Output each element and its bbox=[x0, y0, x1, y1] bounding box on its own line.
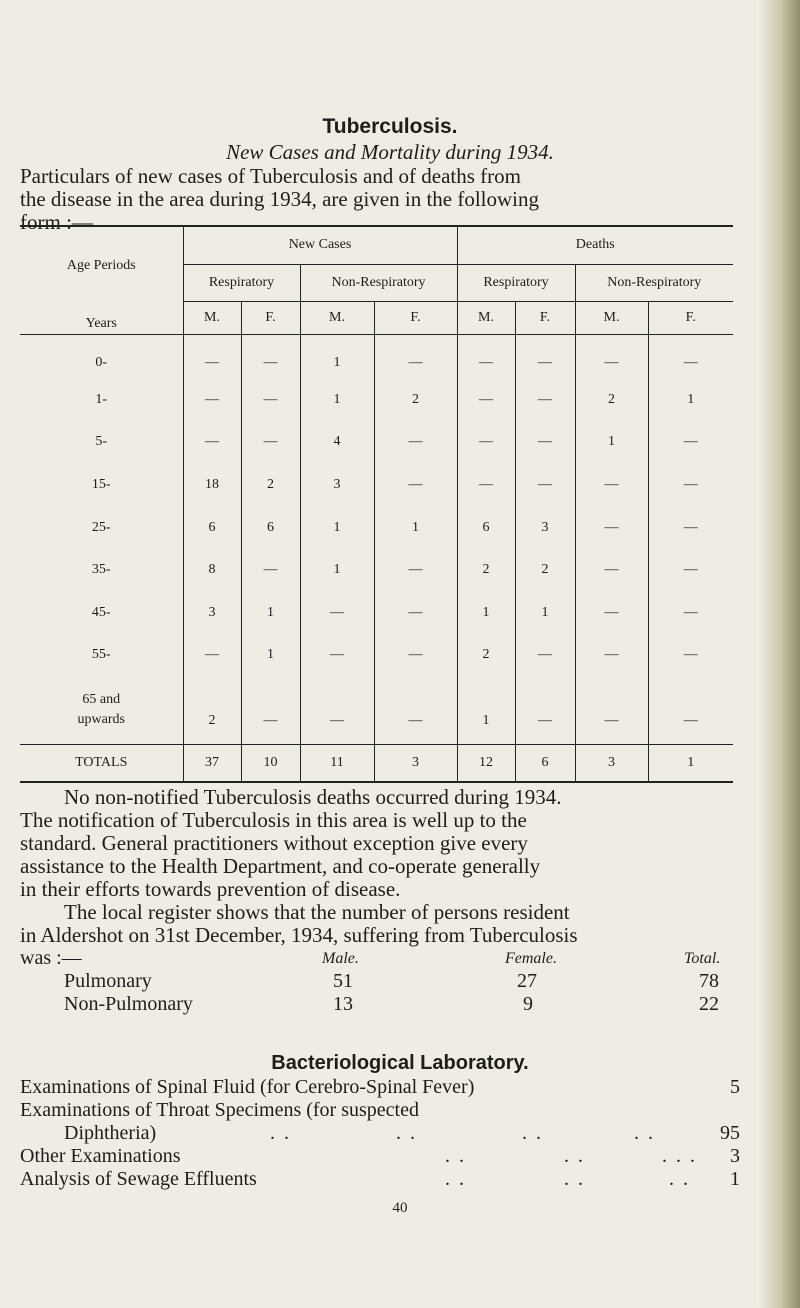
table-cell: 1 bbox=[374, 506, 457, 549]
table-cell: — bbox=[648, 549, 733, 591]
lab-item-value: 3 bbox=[730, 1145, 740, 1167]
register-row bbox=[20, 993, 740, 1016]
table-cell: 2 bbox=[183, 676, 241, 744]
paragraph-line: The local register shows that the number of persons resident bbox=[64, 900, 570, 924]
table-cell: 1 bbox=[575, 421, 648, 463]
table-cell: 4 bbox=[300, 421, 374, 463]
table-cell: — bbox=[515, 334, 575, 379]
table-cell: — bbox=[515, 421, 575, 463]
table-cell: — bbox=[575, 549, 648, 591]
register-total: 78 bbox=[699, 970, 719, 992]
table-cell: 3 bbox=[183, 591, 241, 634]
table-cell: 1 bbox=[457, 591, 515, 634]
table-row bbox=[20, 676, 733, 744]
page-title: Tuberculosis. bbox=[322, 115, 458, 138]
table-cell: — bbox=[374, 334, 457, 379]
sex-header: M. bbox=[183, 301, 241, 334]
lab-item-text: Examinations of Throat Specimens (for suspected bbox=[20, 1099, 419, 1121]
lab-item-text: Other Examinations bbox=[20, 1145, 181, 1167]
age-cell: 1- bbox=[95, 392, 108, 407]
table-cell: 6 bbox=[241, 506, 300, 549]
table-cell: — bbox=[300, 634, 374, 676]
sex-header: M. bbox=[300, 301, 374, 334]
sex-header: F. bbox=[515, 301, 575, 334]
lab-item-value: 95 bbox=[720, 1122, 740, 1144]
table-cell: — bbox=[374, 549, 457, 591]
age-cell: 45- bbox=[91, 604, 111, 620]
paragraph-line: No non-notified Tuberculosis deaths occurred during 1934. bbox=[64, 785, 562, 809]
table-cell: — bbox=[457, 421, 515, 463]
paragraph-line: assistance to the Health Department, and co-operate generally bbox=[20, 854, 541, 878]
table-row bbox=[20, 379, 733, 421]
table-row bbox=[20, 463, 733, 506]
lab-item-text: Examinations of Spinal Fluid (for Cerebro-Spinal Fever) bbox=[20, 1076, 475, 1098]
table-cell: — bbox=[457, 463, 515, 506]
lab-item bbox=[20, 1145, 740, 1168]
table-cell: — bbox=[374, 591, 457, 634]
table-cell: 1 bbox=[300, 549, 374, 591]
lab-list bbox=[20, 1076, 740, 1191]
register-male: 13 bbox=[333, 993, 353, 1015]
subgroup-header: Non-Respiratory bbox=[575, 264, 733, 301]
page-subtitle: New Cases and Mortality during 1934. bbox=[226, 140, 554, 164]
totals-cell: 12 bbox=[457, 744, 515, 782]
table-cell: — bbox=[241, 676, 300, 744]
age-cell: 35- bbox=[91, 562, 111, 577]
table-cell: 2 bbox=[374, 379, 457, 421]
table-cell: 2 bbox=[457, 549, 515, 591]
table-cell: 1 bbox=[457, 676, 515, 744]
totals-cell: 3 bbox=[374, 744, 457, 782]
table-cell: — bbox=[241, 334, 300, 379]
intro-line: Particulars of new cases of Tuberculosis and of deaths from bbox=[20, 164, 521, 188]
paragraph-line: The notification of Tuberculosis in this area is well up to the bbox=[20, 808, 527, 832]
table-cell: — bbox=[241, 549, 300, 591]
page-number: 40 bbox=[392, 1200, 408, 1216]
table-cell: 1 bbox=[241, 634, 300, 676]
table-cell: — bbox=[648, 506, 733, 549]
totals-row bbox=[20, 744, 733, 782]
age-cell: 15- bbox=[91, 476, 111, 492]
table-cell: 1 bbox=[241, 591, 300, 634]
register-row bbox=[20, 970, 740, 993]
table-cell: — bbox=[648, 676, 733, 744]
table-cell: — bbox=[575, 634, 648, 676]
table-cell: — bbox=[575, 334, 648, 379]
table-cell: 3 bbox=[515, 506, 575, 549]
table-cell: — bbox=[648, 334, 733, 379]
sex-header: F. bbox=[374, 301, 457, 334]
table-cell: 1 bbox=[300, 379, 374, 421]
paragraph-line: standard. General practitioners without exception give every bbox=[20, 831, 528, 855]
table-cell: — bbox=[300, 676, 374, 744]
table-cell: — bbox=[374, 463, 457, 506]
table-cell: — bbox=[183, 421, 241, 463]
register-label: Pulmonary bbox=[64, 970, 152, 992]
table-cell: — bbox=[648, 463, 733, 506]
totals-cell: 1 bbox=[648, 744, 733, 782]
table-cell: — bbox=[183, 634, 241, 676]
table-row bbox=[20, 549, 733, 591]
intro-paragraph bbox=[20, 165, 722, 234]
lab-item-value: 5 bbox=[730, 1076, 740, 1098]
register-label: Non-Pulmonary bbox=[64, 993, 193, 1015]
register-female: 27 bbox=[517, 970, 537, 992]
tuberculosis-table bbox=[20, 225, 733, 783]
table-row bbox=[20, 634, 733, 676]
table-cell: 1 bbox=[648, 379, 733, 421]
intro-line: the disease in the area during 1934, are given in the following bbox=[20, 187, 540, 211]
table-cell: 2 bbox=[241, 463, 300, 506]
lab-item bbox=[20, 1122, 740, 1145]
totals-cell: 11 bbox=[300, 744, 374, 782]
age-cell: 55- bbox=[91, 647, 111, 662]
table-cell: 2 bbox=[457, 634, 515, 676]
page-edge-shadow bbox=[758, 0, 800, 1308]
register-female: 9 bbox=[523, 993, 533, 1015]
table-cell: — bbox=[575, 591, 648, 634]
table-cell: 1 bbox=[300, 506, 374, 549]
table-cell: — bbox=[183, 379, 241, 421]
age-cell: 5- bbox=[95, 434, 108, 449]
table-cell: 3 bbox=[300, 463, 374, 506]
paragraph-line: in Aldershot on 31st December, 1934, suffering from Tuberculosis bbox=[20, 923, 578, 947]
register-paragraph bbox=[20, 901, 740, 947]
leader-dots: . . . . . . . bbox=[445, 1145, 697, 1167]
table-cell: — bbox=[241, 379, 300, 421]
table-cell: — bbox=[575, 676, 648, 744]
lab-item-text: Diphtheria) bbox=[64, 1122, 157, 1144]
sex-header: F. bbox=[648, 301, 733, 334]
table-cell: — bbox=[575, 506, 648, 549]
table-cell: 6 bbox=[457, 506, 515, 549]
intro-line: form :— bbox=[20, 210, 93, 234]
notification-paragraph bbox=[20, 786, 740, 901]
age-cell: 25- bbox=[91, 519, 111, 535]
table-cell: — bbox=[648, 421, 733, 463]
male-header: Male. bbox=[322, 950, 359, 967]
table-cell: — bbox=[575, 463, 648, 506]
female-header: Female. bbox=[505, 950, 557, 967]
table-row bbox=[20, 334, 733, 379]
totals-cell: 37 bbox=[183, 744, 241, 782]
totals-label: TOTALS bbox=[20, 744, 183, 782]
age-cell: 65 and upwards bbox=[77, 691, 125, 727]
register-counts bbox=[20, 947, 740, 1016]
table-cell: 1 bbox=[300, 334, 374, 379]
subgroup-header: Non-Respiratory bbox=[300, 264, 457, 301]
leader-dots: . . . . . . bbox=[445, 1168, 690, 1190]
table-cell: — bbox=[241, 421, 300, 463]
register-header-row bbox=[20, 947, 740, 970]
table-cell: — bbox=[374, 421, 457, 463]
totals-cell: 6 bbox=[515, 744, 575, 782]
was-label: was :— bbox=[20, 947, 82, 969]
table-cell: 2 bbox=[515, 549, 575, 591]
table-cell: — bbox=[374, 634, 457, 676]
lab-title: Bacteriological Laboratory. bbox=[271, 1052, 529, 1074]
register-total: 22 bbox=[699, 993, 719, 1015]
totals-cell: 3 bbox=[575, 744, 648, 782]
leader-dots: . . . . . . . . bbox=[270, 1122, 655, 1144]
table-cell: — bbox=[183, 334, 241, 379]
table-cell: 18 bbox=[183, 463, 241, 506]
total-header: Total. bbox=[684, 950, 721, 967]
lab-item bbox=[20, 1076, 740, 1099]
lab-item-text: Analysis of Sewage Effluents bbox=[20, 1168, 257, 1190]
table-row bbox=[20, 506, 733, 549]
table-cell: — bbox=[374, 676, 457, 744]
sex-header: F. bbox=[241, 301, 300, 334]
subgroup-header: Respiratory bbox=[183, 264, 300, 301]
years-label: Years bbox=[20, 301, 183, 334]
table-cell: 2 bbox=[575, 379, 648, 421]
lab-item bbox=[20, 1168, 740, 1191]
sex-header: M. bbox=[457, 301, 515, 334]
age-cell: 0- bbox=[95, 354, 108, 370]
table-cell: — bbox=[515, 634, 575, 676]
table-cell: — bbox=[457, 379, 515, 421]
deaths-header: Deaths bbox=[457, 226, 733, 264]
paragraph-line: in their efforts towards prevention of disease. bbox=[20, 877, 401, 901]
table-cell: — bbox=[648, 591, 733, 634]
table-cell: — bbox=[457, 334, 515, 379]
table-cell: — bbox=[515, 379, 575, 421]
new-cases-header: New Cases bbox=[183, 226, 457, 264]
age-periods-header: Age Periods bbox=[20, 226, 183, 301]
table-cell: 8 bbox=[183, 549, 241, 591]
table-cell: 6 bbox=[183, 506, 241, 549]
table-cell: — bbox=[648, 634, 733, 676]
subgroup-header: Respiratory bbox=[457, 264, 575, 301]
table-row bbox=[20, 421, 733, 463]
table-cell: — bbox=[515, 676, 575, 744]
lab-item-value: 1 bbox=[730, 1168, 740, 1190]
table-cell: — bbox=[300, 591, 374, 634]
table-row bbox=[20, 591, 733, 634]
register-male: 51 bbox=[333, 970, 353, 992]
totals-cell: 10 bbox=[241, 744, 300, 782]
lab-item bbox=[20, 1099, 740, 1122]
sex-header: M. bbox=[575, 301, 648, 334]
table-cell: — bbox=[515, 463, 575, 506]
table-cell: 1 bbox=[515, 591, 575, 634]
